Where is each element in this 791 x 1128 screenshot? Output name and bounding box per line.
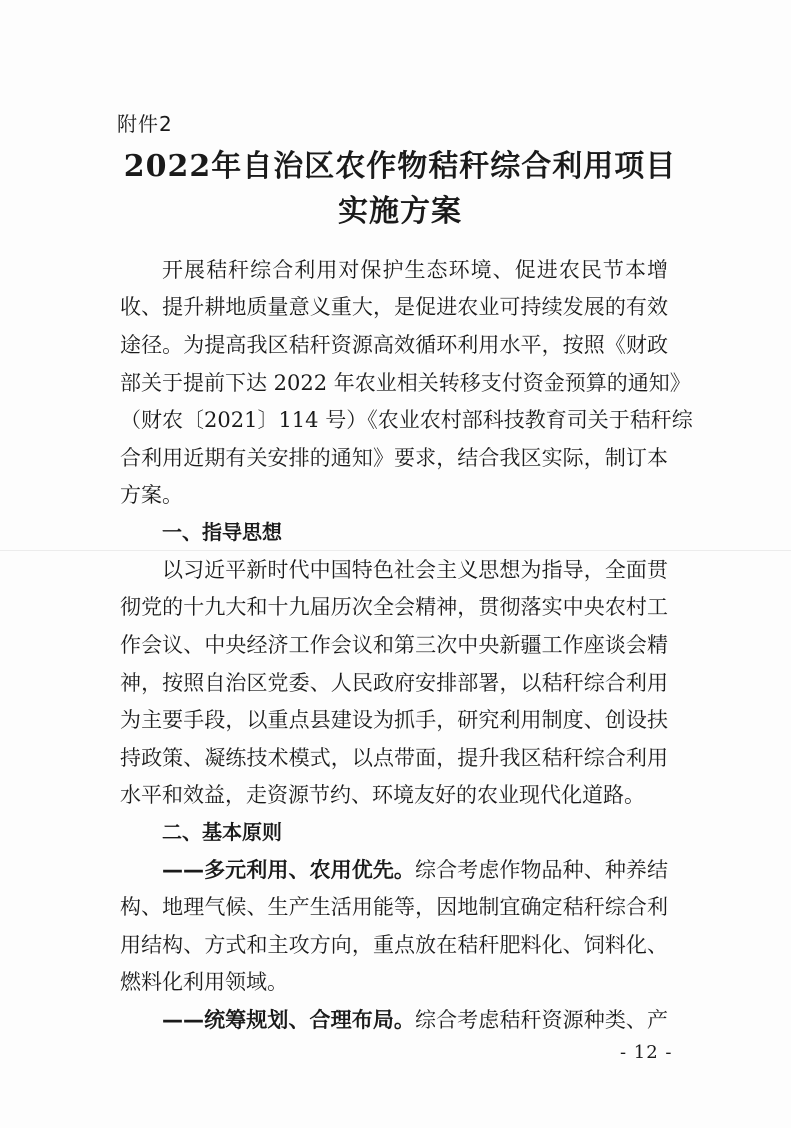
principle2-lead: ——统筹规划、合理布局。 — [162, 1008, 415, 1032]
intro-line: 方案。 — [120, 483, 183, 507]
principle1-first-line — [162, 856, 668, 884]
section-heading: 一、指导思想 — [162, 520, 282, 544]
intro-line: 途径。为提高我区秸秆资源高效循环利用水平，按照《财政 — [120, 333, 668, 357]
intro-line: 收、提升耕地质量意义重大，是促进农业可持续发展的有效 — [120, 295, 668, 319]
principle1-lead: ——多元利用、农用优先。 — [162, 858, 415, 882]
principle2-text: 综合考虑秸秆资源种类、产 — [415, 1008, 668, 1032]
section1-line: 以习近平新时代中国特色社会主义思想为指导，全面贯 — [162, 558, 668, 582]
attachment-label: 附件2 — [117, 112, 173, 136]
document-title-line2: 实施方案 — [338, 194, 462, 229]
intro-line: 开展秸秆综合利用对保护生态环境、促进农民节本增 — [162, 258, 668, 282]
section1-line: 持政策、凝练技术模式，以点带面，提升我区秸秆综合利用 — [120, 746, 668, 770]
principle2-first-line — [162, 1006, 668, 1034]
principle1-line: 用结构、方式和主攻方向，重点放在秸秆肥料化、饲料化、 — [120, 933, 668, 957]
section1-line: 神，按照自治区党委、人民政府安排部署，以秸秆综合利用 — [120, 671, 668, 695]
intro-line: （财农〔2021〕114 号）《农业农村部科技教育司关于秸秆综 — [120, 408, 693, 432]
principle1-text: 综合考虑作物品种、种养结 — [415, 858, 668, 882]
section-heading: 二、基本原则 — [162, 820, 282, 844]
scan-fold-line — [0, 550, 791, 551]
section1-line: 为主要手段，以重点县建设为抓手，研究利用制度、创设扶 — [120, 708, 668, 732]
page-number: - 12 - — [620, 1042, 673, 1063]
intro-line: 合利用近期有关安排的通知》要求，结合我区实际，制订本 — [120, 446, 668, 470]
principle1-line: 燃料化利用领域。 — [120, 970, 288, 994]
section1-line: 水平和效益，走资源节约、环境友好的农业现代化道路。 — [120, 783, 645, 807]
principle1-line: 构、地理气候、生产生活用能等，因地制宜确定秸秆综合利 — [120, 895, 668, 919]
document-title-line1: 2022年自治区农作物秸秆综合利用项目 — [123, 149, 677, 184]
section1-line: 彻党的十九大和十九届历次全会精神，贯彻落实中央农村工 — [120, 595, 668, 619]
intro-line: 部关于提前下达 2022 年农业相关转移支付资金预算的通知》 — [120, 371, 691, 395]
section1-line: 作会议、中央经济工作会议和第三次中央新疆工作座谈会精 — [120, 633, 668, 657]
